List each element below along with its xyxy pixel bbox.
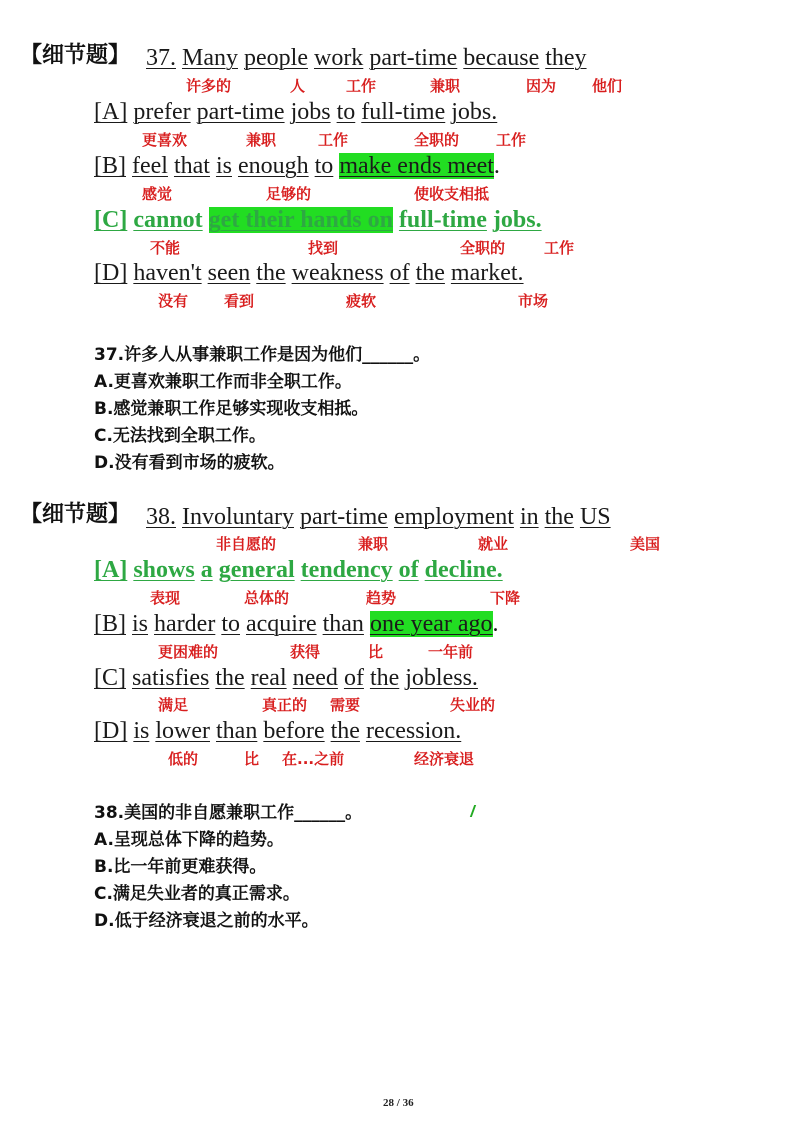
word: jobs. — [451, 99, 498, 125]
word: cannot — [133, 207, 203, 233]
q38-tag: 【细节题】 — [20, 502, 131, 527]
word: Many — [182, 45, 238, 71]
gloss: 更困难的 — [158, 643, 219, 661]
gloss: 总体的 — [244, 589, 290, 607]
page-separator: / — [396, 1097, 400, 1109]
word: full-time — [398, 207, 487, 233]
punctuation: . — [493, 153, 500, 179]
gloss: 找到 — [308, 239, 339, 257]
word: real — [250, 665, 287, 691]
word: satisfies — [132, 665, 210, 691]
gloss: 市场 — [518, 292, 549, 310]
q37-translation-stem: 37.许多人从事兼职工作是因为他们______。 — [94, 345, 431, 365]
q37-translation-b: B.感觉兼职工作足够实现收支相抵。 — [94, 399, 369, 419]
word: than — [322, 611, 364, 637]
word: weakness — [291, 260, 384, 286]
word: of — [389, 260, 410, 286]
word: enough — [237, 153, 309, 179]
q37-tag: 【细节题】 — [20, 43, 131, 68]
gloss: 美国 — [630, 535, 661, 553]
word: before — [263, 718, 325, 744]
q37-stem — [146, 44, 587, 72]
gloss: 一年前 — [428, 643, 474, 661]
gloss: 满足 — [158, 696, 189, 714]
gloss: 使收支相抵 — [414, 185, 490, 203]
word: is — [132, 611, 149, 637]
q37-option-b — [94, 152, 500, 180]
gloss: 因为 — [526, 77, 557, 95]
gloss: 表现 — [150, 589, 181, 607]
option-label: [A] — [94, 99, 128, 125]
gloss: 人 — [290, 77, 306, 95]
gloss: 兼职 — [358, 535, 389, 553]
word: jobs. — [492, 207, 542, 233]
gloss: 真正的 — [262, 696, 308, 714]
word: employment — [393, 504, 514, 530]
highlighted-phrase: get their hands on — [208, 207, 393, 233]
gloss: 获得 — [290, 643, 321, 661]
page-number — [383, 1097, 414, 1109]
gloss: 许多的 — [186, 77, 232, 95]
gloss: 在...之前 — [282, 750, 345, 768]
gloss: 兼职 — [430, 77, 461, 95]
gloss: 经济衰退 — [414, 750, 475, 768]
highlighted-phrase: one year ago — [369, 611, 493, 637]
gloss: 工作 — [318, 131, 349, 149]
word: they — [545, 45, 587, 71]
word: general — [218, 557, 295, 583]
word: shows — [133, 557, 195, 583]
q37-option-a — [94, 98, 497, 126]
word: is — [133, 718, 150, 744]
word: feel — [132, 153, 168, 179]
gloss: 疲软 — [346, 292, 377, 310]
word: the — [215, 665, 245, 691]
q38-translation-d: D.低于经济衰退之前的水平。 — [94, 911, 319, 931]
word: to — [221, 611, 240, 637]
word: need — [292, 665, 338, 691]
gloss: 工作 — [496, 131, 527, 149]
q37-number: 37. — [146, 45, 176, 71]
word: acquire — [245, 611, 317, 637]
q37-option-c-correct — [94, 206, 542, 234]
current-page: 28 — [383, 1097, 394, 1109]
total-pages: 36 — [402, 1097, 414, 1109]
gloss: 非自愿的 — [216, 535, 277, 553]
word: part-time — [196, 99, 285, 125]
word: jobs — [290, 99, 331, 125]
option-label: [A] — [94, 557, 128, 583]
option-label: [C] — [94, 665, 126, 691]
word: of — [398, 557, 419, 583]
gloss: 工作 — [544, 239, 575, 257]
gloss: 比 — [368, 643, 384, 661]
word: of — [343, 665, 364, 691]
q38-translation-stem: 38.美国的非自愿兼职工作______。 — [94, 803, 363, 823]
word: prefer — [133, 99, 191, 125]
q38-translation-a: A.呈现总体下降的趋势。 — [94, 830, 284, 850]
gloss: 全职的 — [414, 131, 460, 149]
word: people — [244, 45, 308, 71]
word: the — [369, 665, 400, 691]
word: in — [519, 504, 539, 530]
gloss: 低的 — [168, 750, 199, 768]
stray-pen-mark — [470, 805, 479, 817]
option-label: [D] — [94, 260, 128, 286]
word: part-time — [299, 504, 388, 530]
word: full-time — [361, 99, 446, 125]
q37-translation-d: D.没有看到市场的疲软。 — [94, 453, 285, 473]
word: a — [200, 557, 213, 583]
word: Involuntary — [182, 504, 294, 530]
word: the — [256, 260, 286, 286]
word: US — [579, 504, 611, 530]
word: the — [330, 718, 360, 744]
word: because — [463, 45, 540, 71]
word: than — [216, 718, 258, 744]
word: the — [544, 504, 574, 530]
gloss: 趋势 — [366, 589, 397, 607]
q38-stem — [146, 503, 611, 531]
word: to — [314, 153, 334, 179]
word: that — [173, 153, 210, 179]
option-label: [B] — [94, 611, 126, 637]
word: lower — [155, 718, 210, 744]
option-label: [C] — [94, 207, 128, 233]
q38-option-b — [94, 610, 499, 638]
gloss: 工作 — [346, 77, 377, 95]
word: seen — [207, 260, 251, 286]
gloss: 失业的 — [450, 696, 496, 714]
word: recession. — [365, 718, 462, 744]
word: tendency — [300, 557, 393, 583]
word: decline. — [424, 557, 503, 583]
word: haven't — [133, 260, 202, 286]
gloss: 看到 — [224, 292, 255, 310]
gloss: 下降 — [490, 589, 521, 607]
gloss: 全职的 — [460, 239, 506, 257]
option-label: [B] — [94, 153, 126, 179]
word: the — [415, 260, 445, 286]
q38-translation-b: B.比一年前更难获得。 — [94, 857, 267, 877]
word: work — [313, 45, 364, 71]
gloss: 他们 — [592, 77, 623, 95]
word: jobless. — [405, 665, 478, 691]
q38-option-a-correct — [94, 556, 503, 584]
q38-option-c — [94, 664, 478, 692]
option-label: [D] — [94, 718, 128, 744]
word: part-time — [369, 45, 458, 71]
q37-translation-a: A.更喜欢兼职工作而非全职工作。 — [94, 372, 352, 392]
q38-translation-c: C.满足失业者的真正需求。 — [94, 884, 300, 904]
gloss: 更喜欢 — [142, 131, 188, 149]
punctuation: . — [492, 611, 499, 637]
gloss: 足够的 — [266, 185, 312, 203]
gloss: 兼职 — [246, 131, 277, 149]
q37-translation-c: C.无法找到全职工作。 — [94, 426, 266, 446]
word: harder — [154, 611, 216, 637]
word: to — [336, 99, 356, 125]
gloss: 感觉 — [142, 185, 173, 203]
q38-option-d — [94, 717, 461, 745]
gloss: 没有 — [158, 292, 189, 310]
gloss: 需要 — [330, 696, 361, 714]
q37-option-d — [94, 259, 524, 287]
gloss: 就业 — [478, 535, 509, 553]
gloss: 比 — [244, 750, 260, 768]
gloss: 不能 — [150, 239, 181, 257]
highlighted-phrase: make ends meet — [339, 153, 494, 179]
word: is — [215, 153, 232, 179]
word: market. — [450, 260, 524, 286]
q38-number: 38. — [146, 504, 176, 530]
